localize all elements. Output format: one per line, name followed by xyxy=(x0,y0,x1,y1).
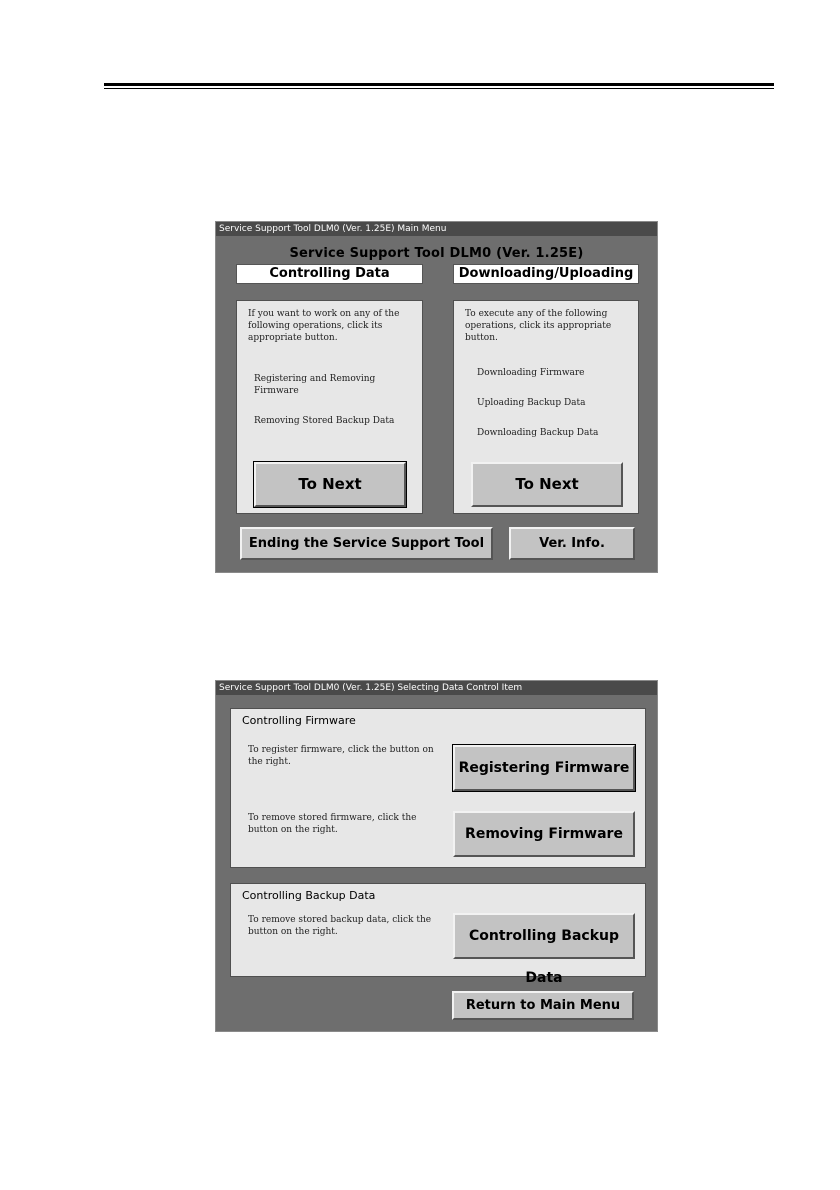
to-next-controlling-button[interactable]: To Next xyxy=(254,462,406,507)
window-title: Service Support Tool DLM0 (Ver. 1.25E) Selecting Data Control Item xyxy=(216,681,657,695)
downloading-uploading-label: Downloading/Uploading xyxy=(453,264,639,284)
controlling-backup-data-group xyxy=(230,883,646,986)
to-next-downloading-button[interactable]: To Next xyxy=(471,462,623,507)
selecting-data-control-window xyxy=(215,680,658,1032)
controlling-data-label: Controlling Data xyxy=(236,264,423,284)
list-item: Downloading Firmware xyxy=(477,368,585,378)
controlling-backup-data-button[interactable]: Controlling Backup Data xyxy=(453,913,635,959)
list-item: Uploading Backup Data xyxy=(477,398,586,408)
ver-info-button[interactable]: Ver. Info. xyxy=(509,527,635,560)
list-item: Downloading Backup Data xyxy=(477,428,599,438)
controlling-firmware-group xyxy=(230,708,646,868)
ending-service-support-tool-button[interactable]: Ending the Service Support Tool xyxy=(240,527,493,560)
remove-firmware-text: To remove stored firmware, click the button on the right. xyxy=(248,813,417,835)
list-item: Registering and Removing Firmware xyxy=(254,374,376,396)
controlling-backup-data-text: To remove stored backup data, click the button on the right. xyxy=(248,915,432,937)
removing-firmware-button[interactable]: Removing Firmware xyxy=(453,811,635,857)
register-firmware-text: To register firmware, click the button on the right. xyxy=(248,745,434,767)
page-header-rule-thin xyxy=(104,88,774,89)
window-title: Service Support Tool DLM0 (Ver. 1.25E) Main Menu xyxy=(216,222,657,236)
page-header-rule xyxy=(104,83,774,86)
main-menu-window xyxy=(215,221,658,573)
controlling-data-panel xyxy=(236,300,423,514)
controlling-backup-data-title: Controlling Backup Data xyxy=(242,889,376,902)
downloading-uploading-panel xyxy=(453,300,639,514)
return-to-main-menu-button[interactable]: Return to Main Menu xyxy=(452,991,634,1020)
list-item: Removing Stored Backup Data xyxy=(254,416,395,426)
controlling-data-intro: If you want to work on any of the following operations, click its appropriate button. xyxy=(248,309,400,343)
registering-firmware-button[interactable]: Registering Firmware xyxy=(453,745,635,791)
controlling-firmware-title: Controlling Firmware xyxy=(242,714,356,727)
downloading-uploading-intro: To execute any of the following operations, click its appropriate button. xyxy=(465,309,612,343)
main-menu-heading: Service Support Tool DLM0 (Ver. 1.25E) xyxy=(289,246,584,261)
